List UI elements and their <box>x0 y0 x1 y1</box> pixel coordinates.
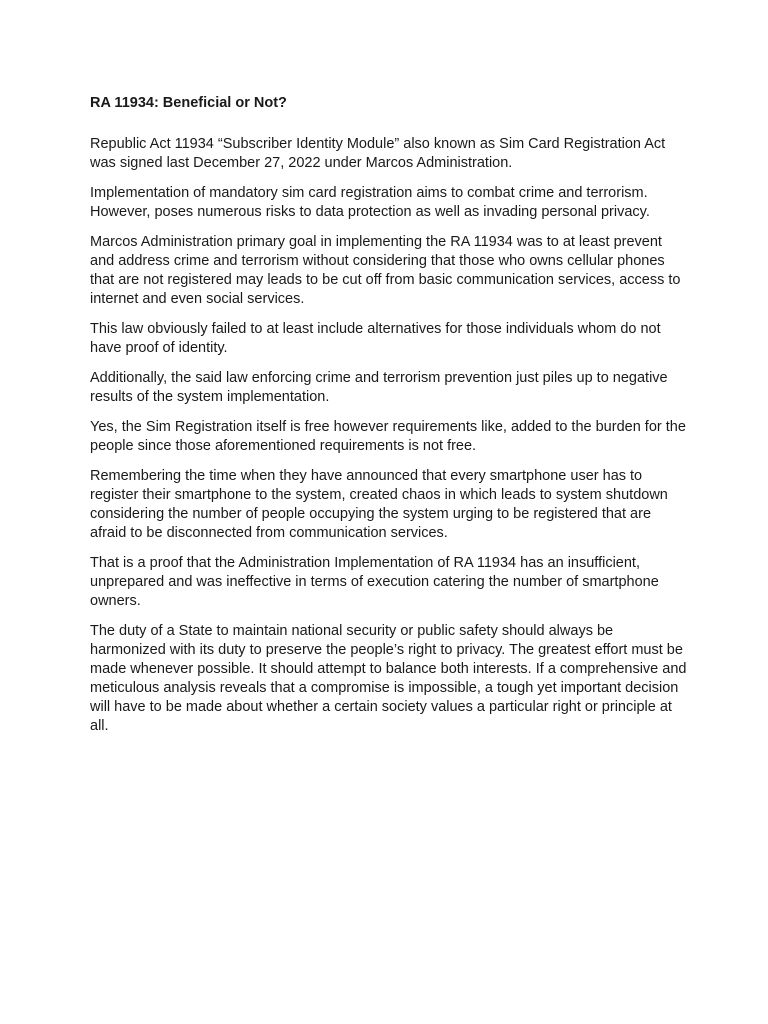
paragraph-8: That is a proof that the Administration Implementation of RA 11934 has an insufficient, unprepared and was ineffective in terms of execution catering the number of smartphone owners. <box>90 555 659 609</box>
paragraph-3: Marcos Administration primary goal in implementing the RA 11934 was to at least prevent and address crime and terrorism without considering that those who owns cellular phones that are not registered may leads to be cut off from basic communication services, access to internet and even social services. <box>90 234 681 307</box>
paragraph-5: Additionally, the said law enforcing crime and terrorism prevention just piles up to negative results of the system implementation. <box>90 370 668 405</box>
paragraph-4: This law obviously failed to at least include alternatives for those individuals whom do not have proof of identity. <box>90 321 661 356</box>
paragraph-9: The duty of a State to maintain national security or public safety should always be harmonized with its duty to preserve the people’s right to privacy. The greatest effort must be made whenever possible. It should attempt to balance both interests. If a comprehensive and meticulous analysis reveals that a compromise is impossible, a tough yet important decision will have to be made about whether a certain society values a particular right or principle at all. <box>90 623 687 734</box>
document-title: RA 11934: Beneficial or Not? <box>90 95 287 111</box>
paragraph-1: Republic Act 11934 “Subscriber Identity Module” also known as Sim Card Registration Act was signed last December 27, 2022 under Marcos Administration. <box>90 136 666 171</box>
document-body <box>90 93 690 747</box>
paragraph-2: Implementation of mandatory sim card registration aims to combat crime and terrorism. However, poses numerous risks to data protection as well as invading personal privacy. <box>90 185 650 220</box>
paragraph-7: Remembering the time when they have announced that every smartphone user has to register their smartphone to the system, created chaos in which leads to system shutdown considering the number of people occupying the system urging to be registered that are afraid to be disconnected from communication services. <box>90 468 668 541</box>
paragraph-6: Yes, the Sim Registration itself is free however requirements like, added to the burden for the people since those aforementioned requirements is not free. <box>90 419 686 454</box>
